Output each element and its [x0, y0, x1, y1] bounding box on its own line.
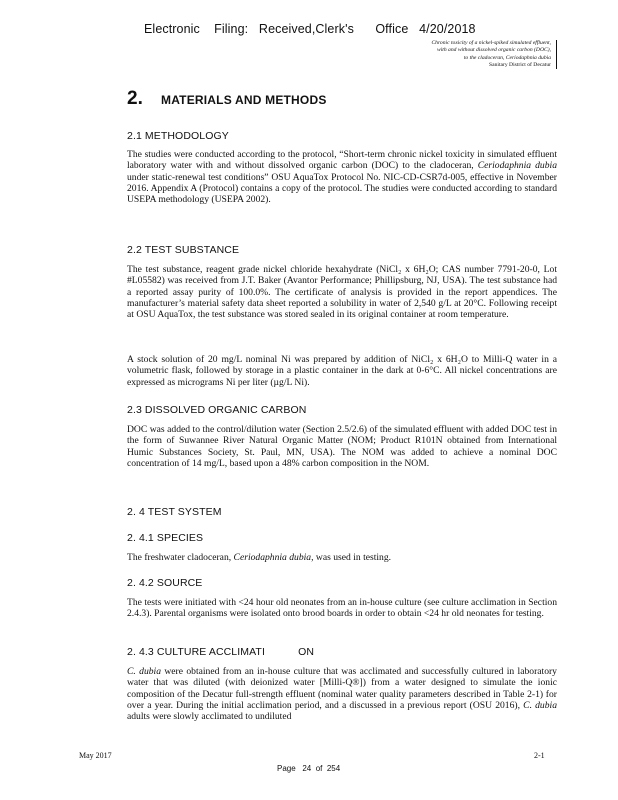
- paragraph-methodology: [127, 149, 557, 205]
- footer-date: May 2017: [79, 751, 112, 760]
- text-span: adults were slowly acclimated to undiluted: [127, 711, 292, 723]
- running-title-line: Chronic toxicity of a nickel-spiked simulated effluent,: [431, 40, 551, 46]
- section-title: [127, 88, 327, 110]
- section-title-text: MATERIALS AND METHODS: [161, 93, 327, 107]
- paragraph-culture-acclimation: [127, 666, 557, 722]
- filing-stamp: Electronic Filing: Received,Clerk's Office 4/20/2018: [144, 22, 476, 36]
- text-span: was used in testing.: [315, 552, 392, 563]
- heading-species: 2. 4.1 SPECIES: [127, 532, 204, 544]
- heading-doc: 2.3 DISSOLVED ORGANIC CARBON: [127, 404, 307, 416]
- paragraph-doc: DOC was added to the control/dilution water (Section 2.5/2.6) of the simulated effluent with added DOC test in the form of Suwannee River Natural Organic Matter (NOM; Product R101N obtained from International Humic Substances Society, St. Paul, MN, USA). The NOM was added to achieve a nominal DOC concentration of 14 mg/L, based upon a 48% carbon composition in the NOM.: [127, 424, 557, 469]
- species-name: Ceriodaphnia dubia: [477, 160, 557, 172]
- paragraph-stock-solution: A stock solution of 20 mg/L nominal Ni was prepared by addition of NiCl₂ x 6H₂O to Milli-Q water in a volumetric flask, followed by storage in a plastic container in the dark at 0-6°C. All nickel concentrations are expressed as micrograms Ni per liter (µg/L Ni).: [127, 354, 557, 388]
- species-name: C. dubia: [127, 666, 162, 677]
- paragraph-source: The tests were initiated with <24 hour old neonates from an in-house culture (see culture acclimation in Section 2.4.3). Parental organisms were isolated onto brood boards in order to obtain <24 hr old neonates for testing.: [127, 597, 557, 620]
- text-span: under static-renewal test conditions” OSU AquaTox Protocol No. NIC-CD-CSR7d-005, effective in November 2016. Appendix A (Protocol) contains a copy of the protocol. The studies were conducted according to standard USEPA methodology (USEPA 2002).: [127, 171, 557, 206]
- footer-page-number: 2-1: [534, 751, 545, 760]
- paragraph-species: [127, 552, 557, 563]
- text-span: The freshwater cladoceran,: [127, 552, 232, 563]
- running-header: [355, 40, 557, 69]
- running-title-line: to the cladoceran, Ceriodaphnia dubia: [463, 54, 551, 61]
- footer-page-of: Page 24 of 254: [277, 764, 341, 773]
- species-name: C. dubia: [523, 699, 557, 711]
- text-span: were obtained from an in-house culture that was acclimated and successfully cultured in laboratory water that was diluted (with deionized water [Milli-Q®]) from a water designed to simulate the ionic composition of the Decatur full-strength effluent (nominal water quality parameters described in Table 2-1) for over a year. During the initial acclimation period, and a discussed in a previous report (OSU 2016),: [127, 666, 557, 711]
- running-title-line: with and without dissolved organic carbon (DOC),: [437, 47, 551, 54]
- heading-culture-acclimation: 2. 4.3 CULTURE ACCLIMATI ON: [127, 646, 315, 658]
- organization-name: Sanitary District of Decatur: [489, 61, 551, 68]
- species-name: Ceriodaphnia dubia,: [233, 552, 314, 563]
- paragraph-test-substance: The test substance, reagent grade nickel chloride hexahydrate (NiCl₂ x 6H₂O; CAS number 7791-20-0, Lot #L05582) was received from J.T. Baker (Avantor Performance; Phillipsburg, NJ, USA). The test substance had a reported assay purity of 100.0%. The certificate of analysis is provided in the report appendices. The manufacturer’s material safety data sheet reported a solubility in water of 2,540 g/L at 20°C. Following receipt at OSU AquaTox, the test substance was stored sealed in its original container at room temperature.: [127, 264, 557, 321]
- heading-methodology: 2.1 METHODOLOGY: [127, 130, 229, 142]
- text-span: The studies were conducted according to the protocol, “Short-term chronic nickel toxicity in simulated effluent laboratory water with and without dissolved organic carbon (DOC) to the cladoceran,: [127, 149, 557, 172]
- heading-test-system: 2. 4 TEST SYSTEM: [127, 506, 222, 518]
- heading-source: 2. 4.2 SOURCE: [127, 577, 203, 589]
- heading-test-substance: 2.2 TEST SUBSTANCE: [127, 244, 240, 256]
- section-number: 2.: [127, 88, 143, 109]
